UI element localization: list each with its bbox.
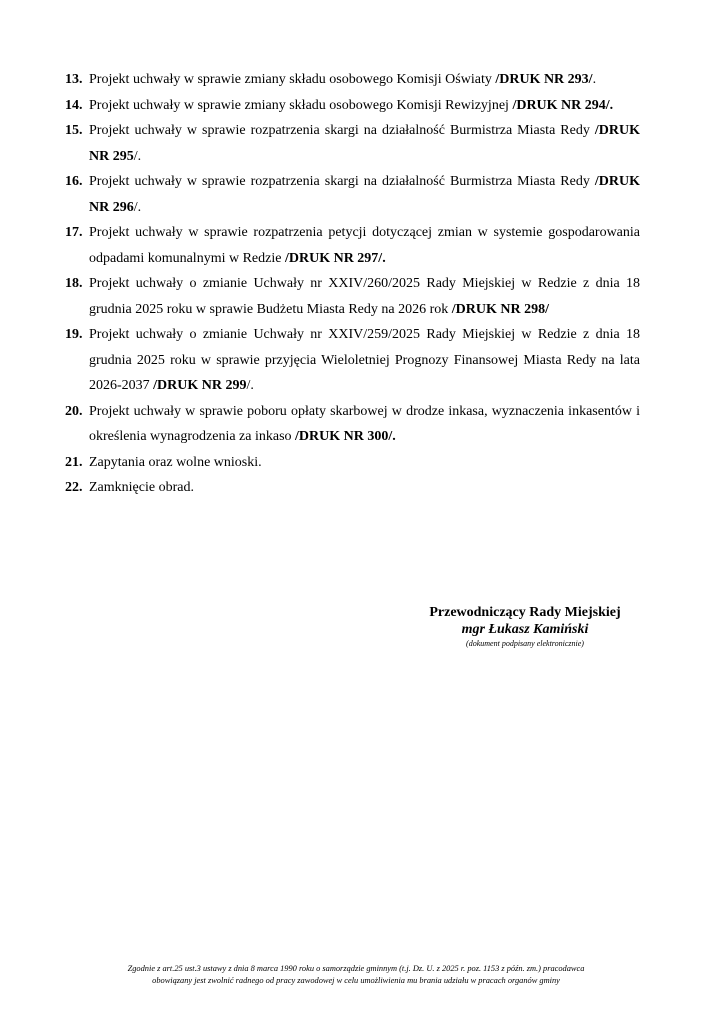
agenda-number: 14. — [65, 97, 83, 113]
agenda-text: Projekt uchwały o zmianie Uchwały nr XXIV/259/2025 Rady Miejskiej w Redzie z dnia 18 grudnia 2025 roku w sprawie przyjęcia Wieloletniej Prognozy Finansowej Miasta Redy na lata 2026-2037 — [89, 327, 640, 393]
agenda-text: Projekt uchwały w sprawie rozpatrzenia skargi na działalność Burmistrza Miasta Redy — [89, 123, 595, 138]
agenda-item-15 — [60, 118, 640, 169]
agenda-number: 18. — [65, 276, 83, 291]
agenda-number: 13. — [65, 72, 83, 87]
signature-name: mgr Łukasz Kamiński — [461, 622, 589, 637]
agenda-item-16 — [60, 169, 640, 220]
footer-line-1: Zgodnie z art.25 ust.3 ustawy z dnia 8 marca 1990 roku o samorządzie gminnym (t.j. Dz. U. z 2025 r. poz. 1153 z późn. zm.) pracodawca — [127, 964, 585, 973]
druk-ref: /DRUK NR 296 — [89, 174, 640, 215]
agenda-item-17 — [60, 220, 640, 271]
footer-note — [40, 963, 672, 987]
signature-block — [380, 604, 670, 649]
druk-ref: /DRUK NR 300/. — [295, 429, 396, 444]
agenda-tail: . — [592, 72, 597, 87]
agenda-item-13 — [60, 67, 640, 93]
agenda-text: Projekt uchwały w sprawie poboru opłaty skarbowej w drodze inkasa, wyznaczenia inkasentów i określenia wynagrodzenia za inkaso — [89, 403, 640, 444]
agenda-number: 19. — [65, 327, 83, 342]
agenda-item-18 — [60, 271, 640, 322]
agenda-tail: /. — [133, 199, 142, 215]
agenda-number: 20. — [65, 403, 83, 419]
agenda-tail: /. — [246, 378, 254, 393]
agenda-number: 15. — [65, 123, 83, 138]
druk-ref: /DRUK NR 293/ — [495, 72, 593, 87]
agenda-tail: /. — [133, 148, 142, 164]
agenda-number: 22. — [65, 480, 83, 495]
agenda-text: Projekt uchwały w sprawie rozpatrzenia skargi na działalność Burmistrza Miasta Redy — [89, 174, 595, 189]
agenda-number: 16. — [65, 174, 83, 189]
agenda-item-19 — [60, 322, 640, 399]
druk-ref: /DRUK NR 295 — [89, 123, 640, 164]
agenda-item-22 — [60, 475, 640, 501]
druk-ref: /DRUK NR 298/ — [451, 301, 549, 317]
druk-ref: /DRUK NR 297/. — [284, 250, 386, 266]
agenda-text: Zapytania oraz wolne wnioski. — [89, 454, 262, 470]
druk-ref: /DRUK NR 294/. — [512, 97, 614, 113]
druk-ref: /DRUK NR 299 — [153, 378, 247, 393]
footer-line-2: obowiązany jest zwolnić radnego od pracy zawodowej w celu umożliwienia mu brania udziału w pracach organów gminy — [152, 976, 560, 985]
agenda-list — [60, 67, 640, 501]
agenda-text: Zamknięcie obrad. — [89, 480, 194, 495]
agenda-number: 21. — [65, 454, 83, 470]
agenda-text: Projekt uchwały w sprawie zmiany składu osobowego Komisji Oświaty — [89, 72, 496, 87]
signature-title: Przewodniczący Rady Miejskiej — [429, 605, 621, 620]
agenda-item-14 — [60, 93, 640, 119]
agenda-text: Projekt uchwały w sprawie rozpatrzenia petycji dotyczącej zmian w systemie gospodarowania odpadami komunalnymi w Redzie — [89, 225, 640, 266]
agenda-text: Projekt uchwały o zmianie Uchwały nr XXIV/260/2025 Rady Miejskiej w Redzie z dnia 18 grudnia 2025 roku w sprawie Budżetu Miasta Redy na 2026 rok — [89, 276, 640, 317]
agenda-item-20 — [60, 399, 640, 450]
agenda-text: Projekt uchwały w sprawie zmiany składu osobowego Komisji Rewizyjnej — [89, 97, 513, 113]
agenda-number: 17. — [65, 225, 83, 240]
signature-note: (dokument podpisany elektronicznie) — [466, 639, 584, 648]
agenda-item-21 — [60, 450, 640, 476]
